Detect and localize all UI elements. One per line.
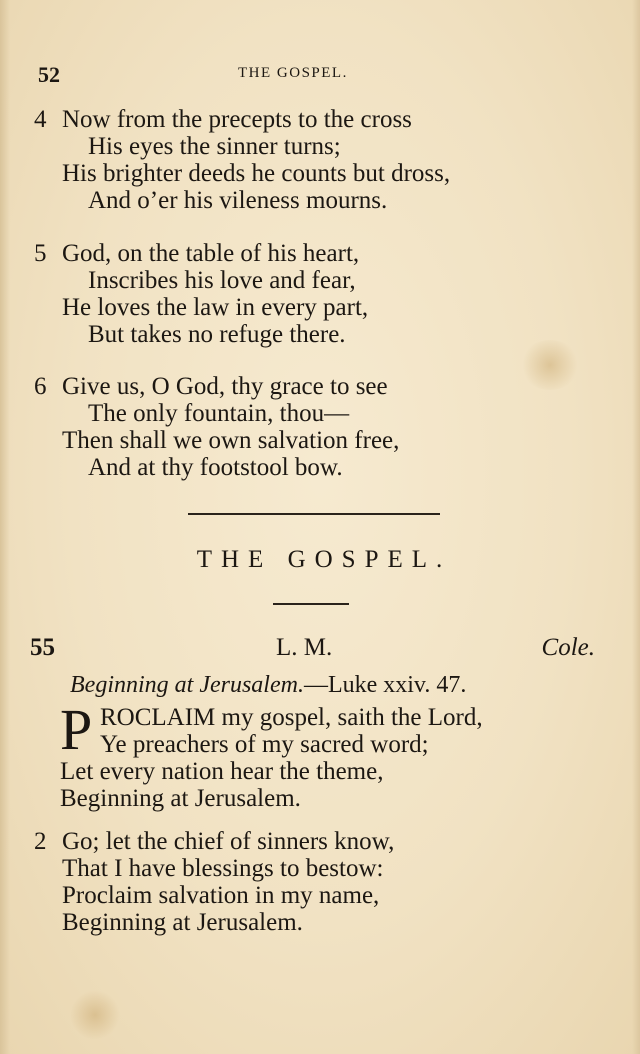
page-edge-left [0, 0, 10, 1054]
verse-line: ROCLAIM my gospel, saith the Lord, [100, 704, 483, 731]
verse-line: Let every nation hear the theme, [60, 758, 384, 785]
verse-text: Go; let the chief of sinners know, [62, 828, 395, 855]
verse-line: And o’er his vileness mourns. [88, 187, 388, 214]
verse-line: Then shall we own salvation free, [62, 427, 400, 454]
section-title: THE GOSPEL. [196, 546, 452, 573]
stanza-number: 5 [34, 240, 47, 267]
verse-text: God, on the table of his heart, [62, 240, 360, 267]
stanza-6 [30, 373, 600, 481]
verse-line [30, 106, 600, 133]
verse-line: That I have blessings to bestow: [62, 855, 384, 882]
verse-line: His eyes the sinner turns; [88, 133, 341, 160]
verse-line: His brighter deeds he counts but dross, [62, 160, 451, 187]
verse-line [30, 373, 600, 400]
paper-stain [70, 990, 120, 1040]
stanza-number: 2 [34, 828, 47, 855]
verse-line [30, 828, 600, 855]
hymn-stanza-2 [30, 828, 600, 936]
verse-line: But takes no refuge there. [88, 321, 346, 348]
running-title: THE GOSPEL. [238, 65, 348, 81]
divider-rule [188, 513, 440, 515]
stanza-number: 6 [34, 373, 47, 400]
verse-line: Inscribes his love and fear, [88, 267, 356, 294]
stanza-5 [30, 240, 600, 348]
verse-line: He loves the law in every part, [62, 294, 369, 321]
stanza-4 [30, 106, 600, 214]
divider-rule-short [273, 603, 349, 605]
verse-line [30, 240, 600, 267]
verse-line: Proclaim salvation in my name, [62, 882, 380, 909]
verse-text: Now from the precepts to the cross [62, 106, 412, 133]
verse-text: Give us, O God, thy grace to see [62, 373, 388, 400]
hymn-meter: L. M. [276, 634, 333, 661]
verse-line: Beginning at Jerusalem. [60, 785, 301, 812]
scripture-reference: —Luke xxiv. 47. [303, 672, 467, 698]
hymn-header [30, 634, 595, 664]
hymn-number: 55 [30, 634, 55, 661]
verse-line: Ye preachers of my sacred word; [100, 731, 429, 758]
hymn-stanza-1 [60, 697, 600, 812]
stanza-number: 4 [34, 106, 47, 133]
page-edge-right [632, 0, 640, 1054]
hymn-tune: Cole. [541, 634, 595, 661]
hymn-subtitle [70, 672, 466, 699]
verse-line: The only fountain, thou— [88, 400, 350, 427]
drop-cap: P [60, 697, 93, 762]
page-number: 52 [38, 62, 60, 87]
subtitle-text: Beginning at Jerusalem. [70, 672, 304, 698]
running-head [38, 62, 588, 86]
verse-line: Beginning at Jerusalem. [62, 909, 303, 936]
verse-line: And at thy footstool bow. [88, 454, 343, 481]
